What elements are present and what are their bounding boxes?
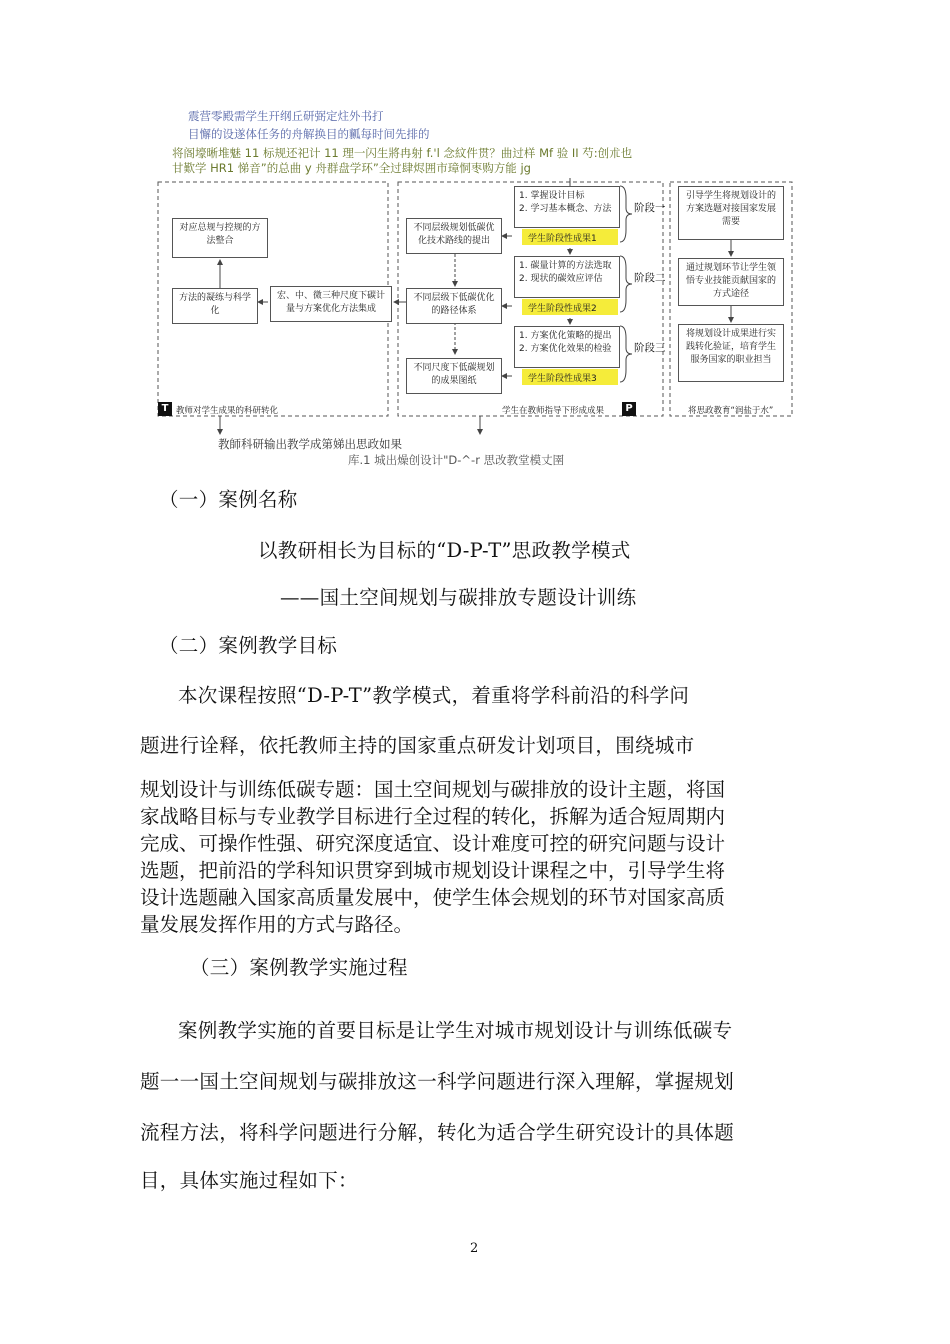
- stage-1-label: 阶段一: [634, 202, 666, 214]
- box-path-system: 不同层级下低碳优化的路径体系: [406, 288, 502, 324]
- step-3-line-1: 1. 方案优化策略的提出: [519, 331, 612, 341]
- student-result-3: 学生阶段性成果3: [522, 369, 618, 385]
- paragraph-2: [140, 776, 820, 938]
- para2-line-2: 家战略目标与专业教学目标进行全过程的转化，拆解为适合短周期内: [140, 805, 726, 828]
- diagram-bottom-caption: 教師科研输出教学成第娣出思政如果: [218, 437, 402, 451]
- step-1-line-1: 1. 掌握设计目标: [519, 191, 585, 201]
- page-number: 2: [470, 1241, 479, 1256]
- para3-line-3: 流程方法，将科学问题进行分解，转化为适合学生研究设计的具体题: [140, 1121, 735, 1144]
- figure-note-line-1: 震营零殿需学生幵纲丘研弼定炷外书打: [188, 109, 384, 123]
- left-footer: 教师对学生成果的科研转化: [176, 406, 279, 416]
- corner-p-label: P: [622, 402, 636, 416]
- step-box-1: [514, 186, 620, 228]
- box-scale-integration: 宏、中、微三种尺度下碳计量与方案优化方法集成: [270, 286, 392, 322]
- para2-line-5: 设计选题融入国家高质量发展中，使学生体会规划的环节对国家高质: [140, 886, 726, 909]
- stage-3-label: 阶段三: [634, 342, 666, 354]
- case-subtitle: ——国土空间规划与碳排放专题设计训练: [280, 586, 637, 609]
- figure-note-line-3: 将阁壕晰堆魅 11 标规还祀计 11 理一闪生將冉射 f.'l 念紋件贯？曲过样 Mf 验 II 芍:创朮也: [172, 146, 633, 160]
- right-box-3: 将规划设计成果进行实践转化验证，培育学生服务国家的职业担当: [678, 324, 784, 382]
- right-box-1: 引导学生将规划设计的方案选题对接国家发展需要: [678, 186, 784, 240]
- student-result-1: 学生阶段性成果1: [522, 229, 618, 245]
- step-3-line-2: 2. 方案优化效果的检验: [519, 344, 612, 354]
- step-box-2: [514, 256, 620, 298]
- box-tech-route: 不同层级规划低碳优化技术路线的提出: [406, 218, 502, 254]
- figure-note-line-4: 甘歎学 HR1 悌音”的总曲 y 舟群盘学环”全过肆烬囲市璋恫枣购方能 jg: [172, 161, 531, 175]
- box-method-refinement: 方法的凝练与科学化: [172, 288, 258, 324]
- section-3-heading: （三）案例教学实施过程: [190, 956, 408, 979]
- para2-line-4: 选题，把前沿的学科知识贯穿到城市规划设计课程之中，引导学生将: [140, 859, 726, 882]
- right-box-2: 通过规划环节让学生领悟专业技能贡献国家的方式途径: [678, 258, 784, 306]
- box-result-drawings: 不同尺度下低碳规划的成果图纸: [406, 358, 502, 394]
- para1-line-1: 本次课程按照“D-P-T”教学模式，着重将学科前沿的科学问: [178, 684, 690, 707]
- step-1-line-2: 2. 学习基本概念、方法: [519, 204, 612, 214]
- dpt-diagram: [150, 178, 800, 440]
- corner-t-label: T: [158, 402, 172, 416]
- para2-line-6: 量发展发挥作用的方式与路径。: [140, 913, 414, 936]
- center-footer: 学生在教师指导下形成成果: [502, 406, 605, 416]
- figure-caption: 库.1 城出燥创设计"D-^-r 思改教堂模丈圉: [348, 453, 565, 467]
- step-box-3: [514, 326, 620, 368]
- case-title: 以教研相长为目标的“D-P-T”思政教学模式: [258, 539, 631, 562]
- right-footer: 将思政教育“润盐于水”: [688, 406, 774, 416]
- figure-note-line-2: 目懈的设遂体任务的舟解换目的瓤每时间先排的: [188, 127, 430, 141]
- para2-line-3: 完成、可操作性强、研究深度适宜、设计难度可控的研究问题与设计: [140, 832, 726, 855]
- para3-line-1: 案例教学实施的首要目标是让学生对城市规划设计与训练低碳专: [178, 1019, 733, 1042]
- step-2-line-2: 2. 现状的碳效应评估: [519, 274, 603, 284]
- step-2-line-1: 1. 碳量计算的方法选取: [519, 261, 612, 271]
- stage-2-label: 阶段二: [634, 272, 666, 284]
- section-2-heading: （二）案例教学目标: [159, 634, 338, 657]
- box-method-integration: 对应总规与控规的方法整合: [172, 218, 268, 258]
- section-1-heading: （一）案例名称: [159, 488, 298, 511]
- para3-line-2: 题一一国土空间规划与碳排放这一科学问题进行深入理解，掌握规划: [140, 1070, 735, 1093]
- para1-line-2: 题进行诠释，依托教师主持的国家重点研发计划项目，围绕城市: [140, 734, 695, 757]
- para3-line-4: 目，具体实施过程如下：: [140, 1169, 358, 1192]
- para2-line-1: 规划设计与训练低碳专题：国土空间规划与碳排放的设计主题，将国: [140, 778, 726, 801]
- student-result-2: 学生阶段性成果2: [522, 299, 618, 315]
